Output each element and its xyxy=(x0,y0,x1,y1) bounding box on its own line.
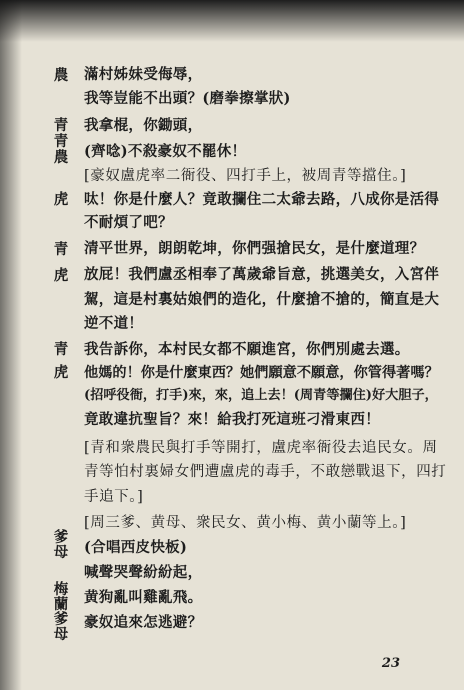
dialogue-line: 逆不道！ xyxy=(84,315,144,332)
speaker-label: 農 xyxy=(53,67,69,84)
dialogue-line: 清平世界，朗朗乾坤，你們强搶民女，是什麼道理？ xyxy=(84,240,425,257)
dialogue-line: 呔！你是什麼人？竟敢攔住二太爺去路，八成你是活得 xyxy=(84,191,440,208)
dialogue-line: 我告訴你，本村民女都不願進宮，你們別處去選。 xyxy=(84,341,410,358)
stage-direction: [青和衆農民與打手等開打，盧虎率衙役去追民女。周 xyxy=(84,440,438,456)
stage-direction: 手追下。] xyxy=(84,489,144,505)
speaker-label: 虎 xyxy=(53,364,69,381)
speaker-label: 爹 母 xyxy=(53,529,69,561)
dialogue-line: (招呼役衙，打手)來，來，追上去！(周青等攔住)好大胆子， xyxy=(84,388,438,403)
speaker-label: 青 xyxy=(53,341,69,358)
dialogue-line: 我等豈能不出頭？(磨拳擦掌狀) xyxy=(84,90,291,107)
dialogue-line: 滿村姊妹受侮辱， xyxy=(84,66,203,83)
dialogue-line: 黄狗亂叫雞亂飛。 xyxy=(84,589,203,606)
dialogue-line: 豪奴追來怎逃避？ xyxy=(84,614,203,631)
stage-direction: 青等怕村裏婦女們遭盧虎的毒手，不敢戀戰退下，四打 xyxy=(84,464,447,480)
speaker-label: 青 xyxy=(53,133,69,150)
stage-direction: [周三爹、黄母、衆民女、黄小梅、黄小蘭等上。] xyxy=(84,515,407,531)
speaker-label: 梅 蘭 爹 母 xyxy=(53,581,69,643)
dialogue-line: 喊聲哭聲紛紛起， xyxy=(84,564,203,581)
page-number: 23 xyxy=(381,656,400,671)
dialogue-line: 他媽的！你是什麼東西？她們願意不願意，你管得著嗎？ xyxy=(84,365,439,381)
dialogue-line: (齊唸)不殺豪奴不罷休！ xyxy=(84,143,247,160)
speaker-label: 青 xyxy=(53,241,69,258)
speaker-label: 農 xyxy=(53,149,69,166)
speaker-label: 虎 xyxy=(53,191,69,208)
speaker-label: 虎 xyxy=(53,267,69,284)
dialogue-line: 駕，這是村裏姑娘們的造化，什麼搶不搶的，簡直是大 xyxy=(84,291,440,308)
dialogue-line: 我拿棍，你鋤頭， xyxy=(84,117,203,134)
dialogue-line: 竟敢違抗聖旨？來！給我打死這班刁滑東西！ xyxy=(84,411,380,428)
stage-direction: [豪奴盧虎率二衙役、四打手上，被周青等擋住。] xyxy=(84,168,407,184)
dialogue-line: (合唱西皮快板) xyxy=(84,539,188,556)
dialogue-line: 放屁！我們盧丞相奉了萬歲爺旨意，挑選美女，入宮伴 xyxy=(84,266,440,283)
speaker-label: 青 xyxy=(53,117,69,134)
dialogue-line: 不耐煩了吧？ xyxy=(84,214,173,231)
